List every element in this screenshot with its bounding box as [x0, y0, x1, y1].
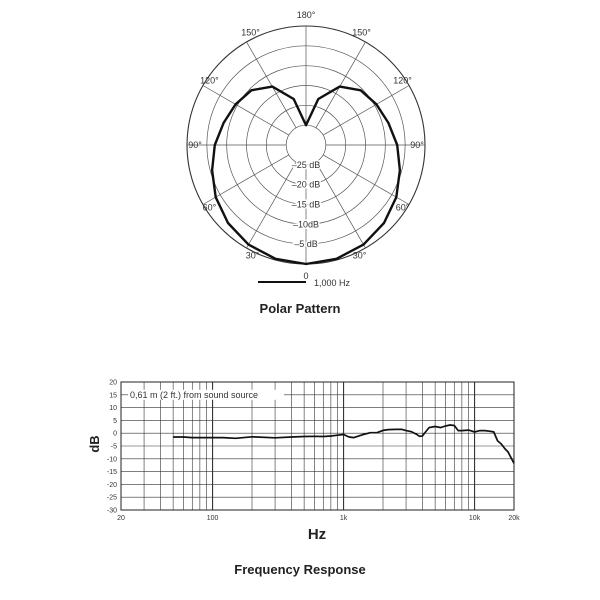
polar-angle-label: 120° — [200, 75, 219, 86]
polar-angle-label: 150° — [352, 27, 371, 38]
polar-angle-label: 60° — [202, 202, 217, 213]
y-tick-label: -20 — [106, 481, 117, 489]
polar-radial-label: –10dB — [292, 219, 320, 230]
y-tick-label: -25 — [106, 494, 117, 502]
polar-angle-label: 90° — [188, 140, 202, 150]
y-tick-label: 0 — [113, 430, 117, 438]
y-tick-label: -10 — [106, 456, 117, 464]
polar-radial-label: –15 dB — [291, 199, 321, 210]
legend-label: 1,000 Hz — [314, 278, 351, 288]
polar-angle-label: 30° — [352, 250, 367, 261]
x-tick-label: 100 — [206, 515, 219, 522]
polar-radial-label: –5 dB — [294, 239, 318, 250]
x-tick-label: 20 — [117, 515, 125, 522]
x-tick-label: 10k — [468, 515, 481, 522]
polar-angle-label: 90° — [410, 140, 424, 150]
polar-angle-label: 180° — [296, 10, 316, 20]
polar-angle-label: 30° — [245, 250, 260, 261]
frequency-response-title: Frequency Response — [234, 562, 366, 577]
y-axis-label: dB — [87, 435, 102, 453]
x-tick-label: 20k — [508, 515, 520, 522]
y-tick-label: 5 — [113, 417, 117, 425]
y-tick-label: 10 — [109, 405, 117, 413]
polar-angle-label: 60° — [395, 202, 410, 213]
polar-radial-label: –20 dB — [291, 179, 321, 190]
frequency-response-chart — [0, 370, 600, 540]
polar-angle-label: 120° — [393, 75, 412, 86]
y-tick-label: -5 — [110, 443, 117, 451]
y-tick-label: -30 — [106, 507, 117, 515]
x-tick-label: 1k — [339, 515, 348, 522]
annotation-text: 0,61 m (2 ft.) from sound source — [130, 389, 259, 400]
polar-angle-label: 0 — [303, 271, 309, 281]
y-tick-label: 15 — [109, 392, 117, 400]
polar-radial-label: –25 dB — [291, 159, 321, 170]
polar-pattern-title: Polar Pattern — [259, 301, 341, 316]
y-tick-label: 20 — [109, 379, 117, 387]
y-tick-label: -15 — [106, 469, 117, 477]
x-axis-label: Hz — [307, 526, 327, 540]
polar-angle-label: 150° — [241, 27, 260, 38]
